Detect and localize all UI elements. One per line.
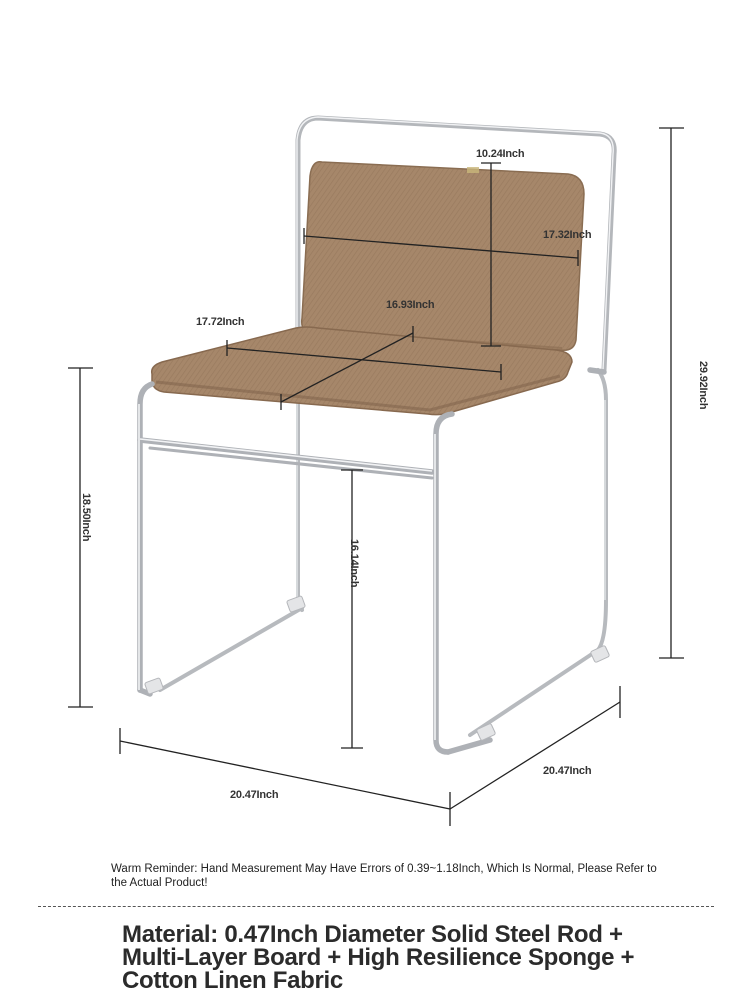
warm-reminder-text: Warm Reminder: Hand Measurement May Have Errors of 0.39~1.18Inch, Which Is Normal, Please Refer to the Actual Product!: [111, 863, 657, 889]
back-height-label: 17.32Inch: [543, 229, 592, 241]
back-width-label: 10.24Inch: [476, 148, 525, 160]
base-depth-label: 20.47Inch: [543, 765, 592, 777]
dashed-divider: [38, 906, 714, 907]
seat-width-label: 17.72Inch: [196, 316, 245, 328]
base-width-label: 20.47Inch: [230, 789, 279, 801]
total-height-label: 29.92Inch: [697, 361, 709, 410]
seat-depth-label: 16.93Inch: [386, 299, 435, 311]
seat-height-label: 18.50Inch: [80, 493, 92, 542]
leg-glides: [144, 596, 609, 741]
material-description: Material: 0.47Inch Diameter Solid Steel Rod + Multi-Layer Board + High Resilience Sponge + Cotton Linen Fabric: [122, 921, 635, 994]
backrest-cushion: [302, 162, 584, 351]
under-seat-height-label: 16.14Inch: [348, 539, 360, 588]
front-frame: [140, 370, 604, 752]
